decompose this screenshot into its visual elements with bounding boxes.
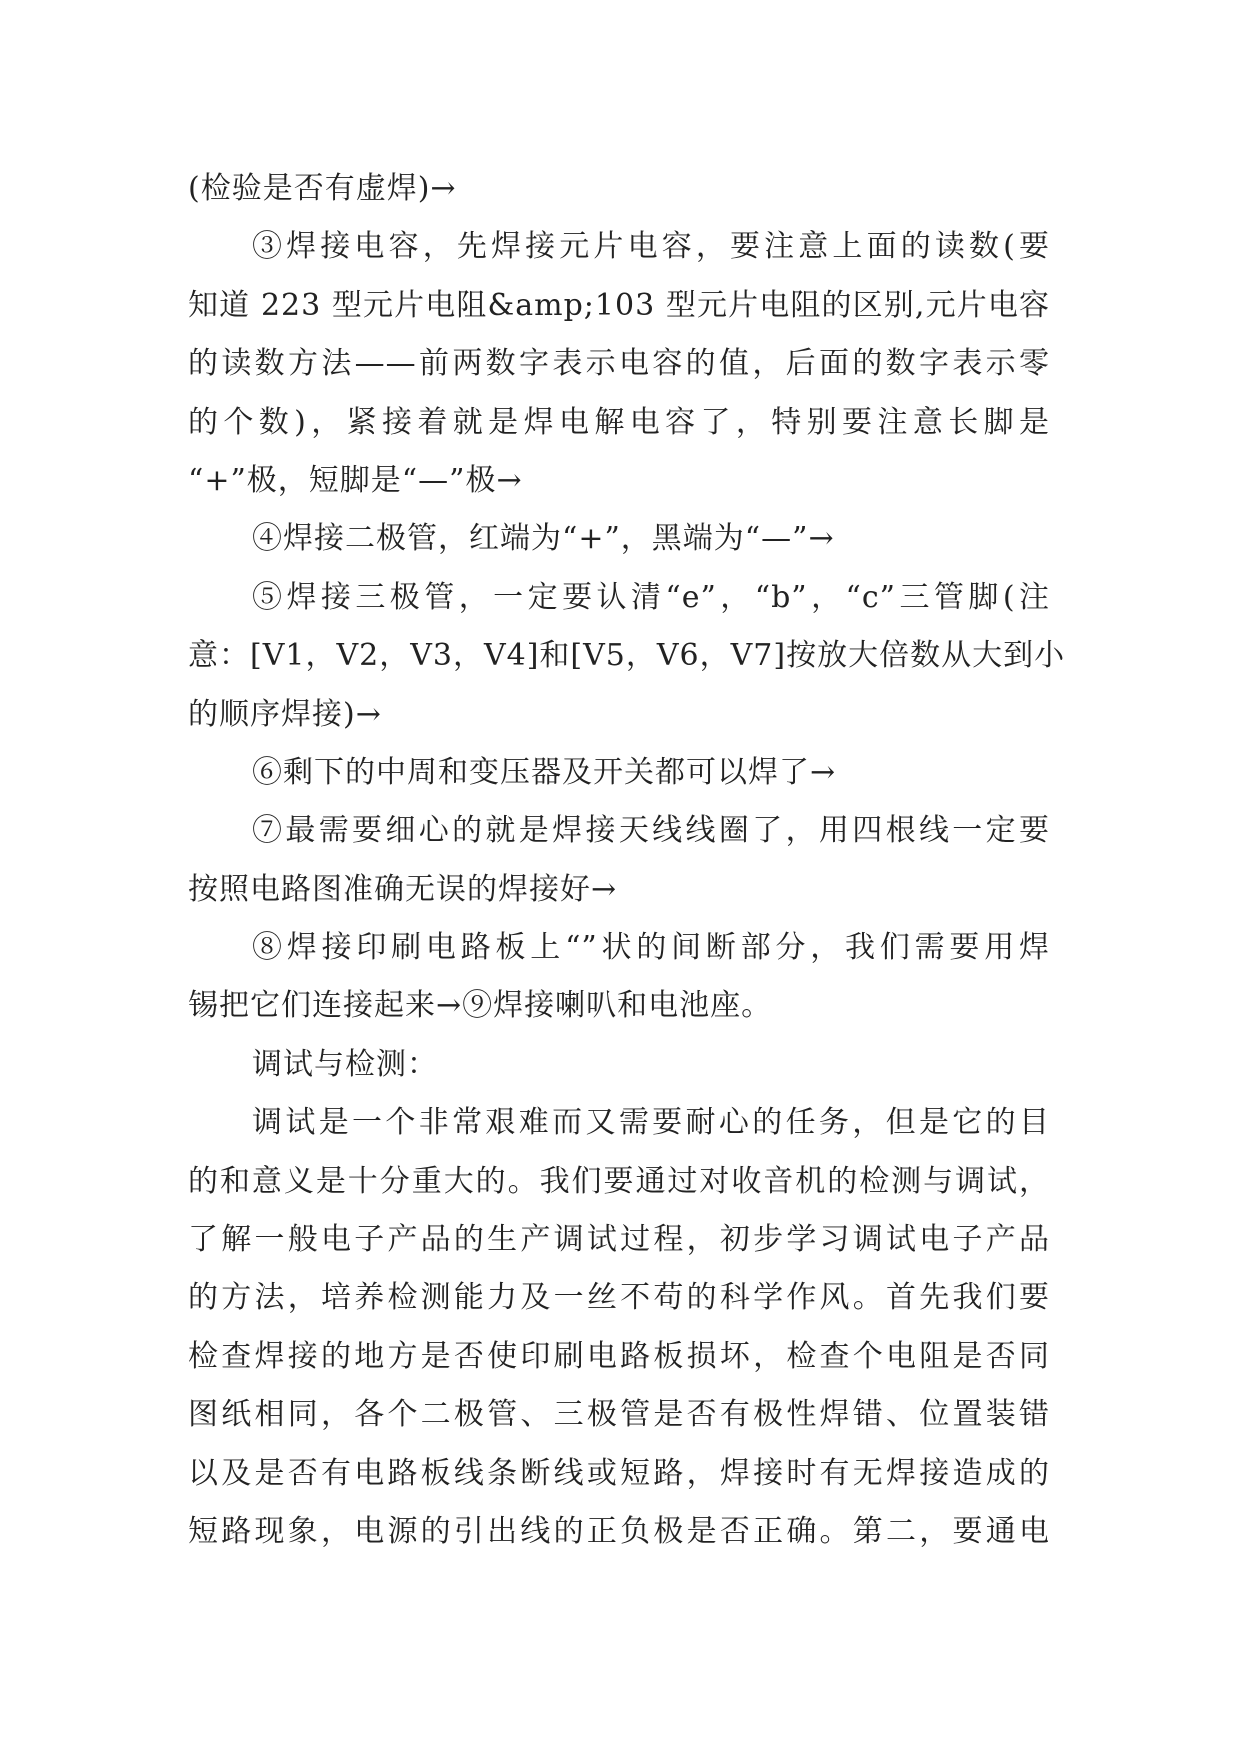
paragraph-start-line: ④焊接二极管，红端为“+”，黑端为“—”→ [252,521,835,557]
paragraph-start-line: ⑥剩下的中周和变压器及开关都可以焊了→ [252,754,837,790]
paragraph-start-line: 调试是一个非常艰难而又需要耐心的任务，但是它的目 [252,1105,1050,1141]
text-line: 的读数方法——前两数字表示电容的值，后面的数字表示零 [188,346,1050,382]
text-line: 知道 223 型元片电阻&amp;103 型元片电阻的区别,元片电容 [188,287,1050,323]
paragraph-start-line: ③焊接电容，先焊接元片电容，要注意上面的读数(要 [252,229,1050,265]
text-line: 短路现象，电源的引出线的正负极是否正确。第二，要通电 [188,1513,1050,1549]
text-line: 的方法，培养检测能力及一丝不苟的科学作风。首先我们要 [188,1280,1050,1316]
text-line: 的个数)，紧接着就是焊电解电容了，特别要注意长脚是 [188,404,1050,440]
text-line: 按照电路图准确无误的焊接好→ [188,871,618,907]
text-line: 以及是否有电路板线条断线或短路，焊接时有无焊接造成的 [188,1455,1050,1491]
paragraph-start-line: ⑦最需要细心的就是焊接天线线圈了，用四根线一定要 [252,813,1050,849]
text-line: 检查焊接的地方是否使印刷电路板损坏，检查个电阻是否同 [188,1338,1050,1374]
text-line: 的和意义是十分重大的。我们要通过对收音机的检测与调试， [188,1163,1050,1199]
paragraph-start-line: ⑤焊接三极管，一定要认清“e”，“b”，“c”三管脚(注 [252,579,1050,615]
document-body [188,160,1066,1561]
text-line: 了解一般电子产品的生产调试过程，初步学习调试电子产品 [188,1222,1050,1258]
section-heading: 调试与检测： [252,1046,438,1082]
text-line: (检验是否有虚焊)→ [188,171,457,206]
text-line: 锡把它们连接起来→⑨焊接喇叭和电池座。 [188,988,773,1024]
text-line: 的顺序焊接)→ [188,696,382,732]
paragraph-start-line: ⑧焊接印刷电路板上“”状的间断部分，我们需要用焊 [252,930,1050,966]
text-line: 图纸相同，各个二极管、三极管是否有极性焊错、位置装错 [188,1397,1050,1433]
text-line: “+”极，短脚是“—”极→ [188,462,523,498]
text-line: 意：[V1，V2，V3，V4]和[V5，V6，V7]按放大倍数从大到小 [188,638,1066,674]
